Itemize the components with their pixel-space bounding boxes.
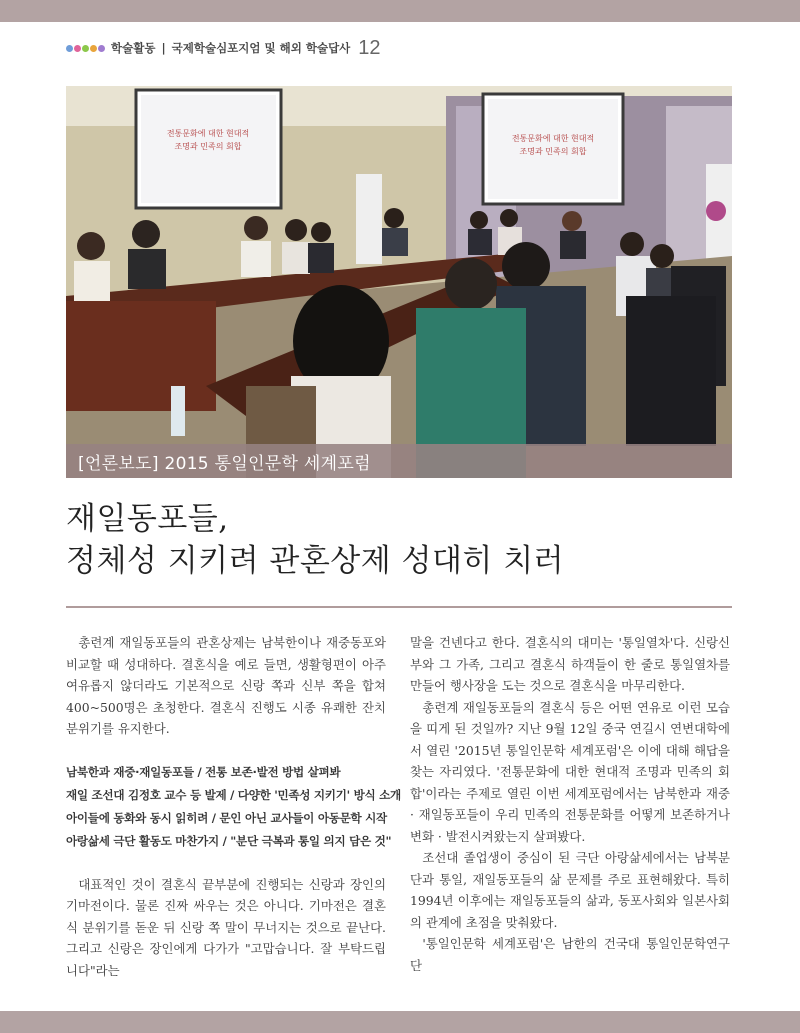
sub-headline-1: 남북한과 재중·재일동포들 / 전통 보존·발전 방법 살펴봐 (66, 764, 341, 779)
body-paragraph: 총련계 재일동포들의 결혼식 등은 어떤 연유로 이런 모습을 띠게 된 것일까? 지난 9월 12일 중국 연길시 연변대학에서 열린 '2015년 통일인문학 세계포럼'은 이에 대해 해답을 찾는 자리였다. '전통문화에 대한 현대적 조명과 민족의 회합'이라는 주제로 열린 이번 세계포럼에서는 남북한과 재중 · 재일동포들이 우리 민족의 전통문화를 어떻게 보존하거나 변화 · 발전시켜왔는지 살펴봤다. (410, 699, 730, 844)
running-head (66, 38, 381, 58)
right-column (410, 632, 730, 976)
body-paragraph: '통일인문학 세계포럼'은 남한의 건국대 통일인문학연구단 (410, 936, 730, 973)
screen-left-title-2: 조명과 민족의 회합 (174, 142, 242, 151)
sub-headline-4: 아랑삶세 극단 활동도 마찬가지 / "분단 극복과 통일 의지 담은 것" (66, 833, 392, 848)
article-headline (66, 498, 732, 582)
dot-icon (98, 45, 105, 52)
section-label: 학술활동 (111, 41, 156, 55)
body-paragraph: 대표적인 것이 결혼식 끝부분에 진행되는 신랑과 장인의 기마전이다. 물론 진짜 싸우는 것은 아니다. 기마전은 결혼식 분위기를 돋운 뒤 신랑 쪽 말이 무너지는 것으로 끝난다. 그리고 신랑은 장인에게 다가가 "고맙습니다. 잘 부탁드립니다"라는 (66, 876, 386, 978)
caption-text: [언론보도] 2015 통일인문학 세계포럼 (78, 453, 371, 474)
body-paragraph: 총련계 재일동포들의 관혼상제는 남북한이나 재중동포와 비교할 때 성대하다. 결혼식을 예로 들면, 생활형편이 아주 여유롭지 않더라도 기본적으로 신랑 쪽과 신부 쪽을 합쳐 400~500명은 초청한다. 결혼식 진행도 시종 유쾌한 잔치 분위기를 유지한다. (66, 635, 386, 736)
top-band (0, 0, 800, 22)
sub-headlines (66, 761, 401, 853)
section-dots-icon (66, 45, 105, 52)
section-separator: | (161, 41, 166, 55)
dot-icon (74, 45, 81, 52)
dot-icon (82, 45, 89, 52)
page-number: 12 (358, 36, 381, 59)
sub-headline-2: 재일 조선대 김정호 교수 등 발제 / 다양한 '민족성 지키기' 방식 소개 (66, 787, 401, 802)
screen-right-title-1: 전통문화에 대한 현대적 (511, 134, 595, 143)
dot-icon (90, 45, 97, 52)
subsection-label: 국제학술심포지엄 및 해외 학술답사 (171, 41, 351, 55)
screen-right-title-2: 조명과 민족의 회합 (519, 147, 587, 156)
bottom-band (0, 1011, 800, 1033)
headline-line-1: 재일동포들, (66, 501, 229, 537)
paragraph-gap (66, 853, 386, 874)
forum-photo (66, 86, 732, 478)
dot-icon (66, 45, 73, 52)
caption-bar (66, 444, 732, 478)
paragraph-gap (66, 740, 386, 761)
headline-line-2: 정체성 지키려 관혼상제 성대히 치러 (66, 543, 565, 579)
headline-divider (66, 606, 732, 608)
body-paragraph: 조선대 졸업생이 중심이 된 극단 아랑삶세에서는 남북분단과 통일, 재일동포들의 삶 문제를 주로 표현해왔다. 특히 1994년 이후에는 재일동포들의 삶과, 동포사회와 일본사회의 관계에 초점을 맞춰왔다. (410, 850, 730, 930)
left-column (66, 632, 401, 981)
body-paragraph: 말을 건넨다고 한다. 결혼식의 대미는 '통일열차'다. 신랑신부와 그 가족, 그리고 결혼식 하객들이 한 줄로 통일열차를 만들어 행사장을 도는 것으로 결혼식을 마무리한다. (410, 635, 730, 693)
screen-left-title-1: 전통문화에 대한 현대적 (166, 129, 250, 138)
sub-headline-3: 아이들에 동화와 동시 읽히려 / 문인 아닌 교사들이 아동문학 시작 (66, 810, 387, 825)
